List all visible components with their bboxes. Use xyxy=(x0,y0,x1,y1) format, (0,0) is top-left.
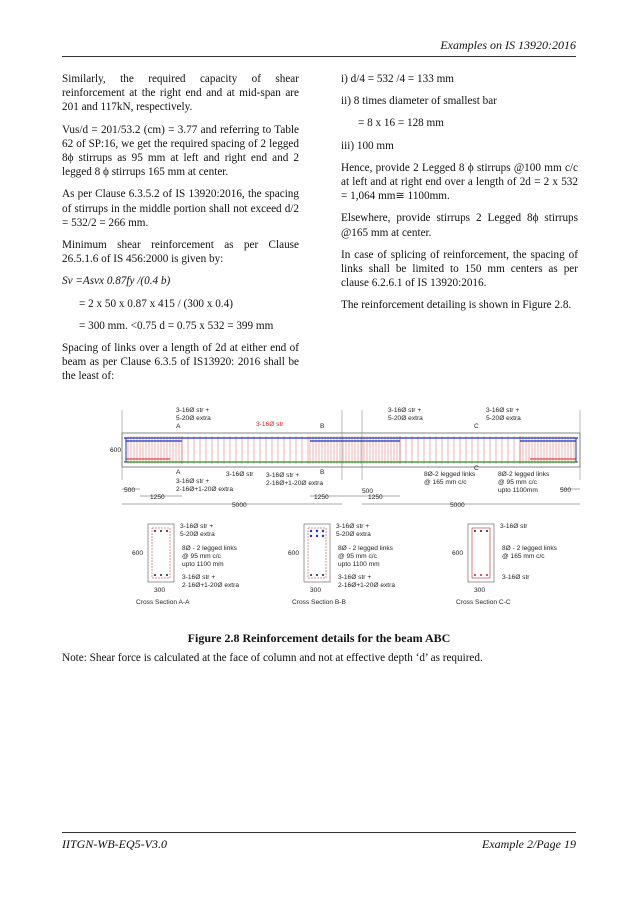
note-text: Note: Shear force is calculated at the face of column and not at effective depth ‘d’ as required. xyxy=(62,652,483,664)
label-bot-left-str: 3-16Ø str xyxy=(226,471,254,478)
cross-section-c xyxy=(452,523,558,606)
right-item-2: ii) 8 times diameter of smallest bar xyxy=(341,95,497,108)
section-b-bot-2: 2-16Ø+1-20Ø extra xyxy=(338,582,395,589)
left-formula-1: Sv =Asvx 0.87fy /(0.4 b) xyxy=(62,275,171,288)
label-top-right-1: 3-16Ø str + xyxy=(486,407,520,414)
label-links-mid-2: @ 165 mm c/c xyxy=(424,479,467,486)
section-a-top-2: 5-20Ø extra xyxy=(180,531,215,538)
section-mark-b-top: B xyxy=(320,423,325,430)
label-dim-1250-a: 1250 xyxy=(150,494,165,501)
section-a-width: 300 xyxy=(154,587,166,594)
footer-doc-id: IITGN-WB-EQ5-V3.0 xyxy=(62,837,167,851)
section-b-links-2: @ 95 mm c/c xyxy=(338,553,377,560)
label-dim-500-left: 500 xyxy=(124,487,136,494)
section-mark-a-bottom: A xyxy=(176,469,181,476)
section-a-stirrup xyxy=(152,528,170,578)
label-top-mid: 3-16Ø str xyxy=(256,421,284,428)
left-formula-3: = 300 mm. <0.75 d = 0.75 x 532 = 399 mm xyxy=(79,319,274,332)
section-a-title: Cross Section A-A xyxy=(136,599,190,606)
stirrup-group xyxy=(128,436,574,464)
section-b-depth: 600 xyxy=(288,550,300,557)
label-dim-500-right: 500 xyxy=(560,487,572,494)
page-footer xyxy=(62,832,576,852)
section-mark-c-top: C xyxy=(474,423,479,430)
section-c-title: Cross Section C-C xyxy=(456,599,511,606)
left-paragraph-1: Similarly, the required capacity of shear reinforcement at the right end and at mid-span are 201 and 117kN, respectively. xyxy=(62,73,299,114)
section-b-title: Cross Section B-B xyxy=(292,599,346,606)
label-bot-left-1: 3-16Ø str + xyxy=(176,478,210,485)
section-b-bot-1: 3-16Ø str + xyxy=(338,574,372,581)
right-item-3: iii) 100 mm xyxy=(341,139,394,152)
right-item-2-value: = 8 x 16 = 128 mm xyxy=(358,117,444,130)
label-top-right-mid-2: 5-20Ø extra xyxy=(388,415,423,422)
left-paragraph-2: Vus/d = 201/53.2 (cm) = 3.77 and referring to Table 62 of SP:16, we get the required spacing of 2 legged 8ϕ stirrups as 95 mm at left and right end and 2 legged 8 ϕ stirrups 165 mm at center. xyxy=(62,123,299,179)
section-b-top-2: 5-20Ø extra xyxy=(336,531,371,538)
label-dim-1250-b: 1250 xyxy=(314,494,329,501)
cross-section-b xyxy=(288,523,395,606)
left-paragraph-4: Minimum shear reinforcement as per Clause 26.5.1.6 of IS 456:2000 is given by: xyxy=(62,239,299,266)
section-mark-a-top: A xyxy=(176,423,181,430)
left-paragraph-5: Spacing of links over a length of 2d at either end of beam as per Clause 6.3.5 of IS13920: 2016 shall be the least of: xyxy=(62,342,299,383)
label-top-left-1: 3-16Ø str + xyxy=(176,407,210,414)
label-links-end-1: 8Ø-2 legged links xyxy=(498,471,550,478)
section-mark-c-bottom: C xyxy=(474,465,479,472)
section-a-links-3: upto 1100 mm xyxy=(182,561,224,568)
label-links-mid-1: 8Ø-2 legged links xyxy=(424,471,476,478)
label-span-1: 5000 xyxy=(232,502,247,509)
label-top-right-2: 5-20Ø extra xyxy=(486,415,521,422)
section-a-bot-1: 3-16Ø str + xyxy=(182,574,216,581)
figure-caption: Figure 2.8 Reinforcement details for the beam ABC xyxy=(187,631,451,645)
section-b-top-1: 3-16Ø str + xyxy=(336,523,370,530)
right-paragraph-1: Hence, provide 2 Legged 8 ϕ stirrups @100 mm c/c at left and at right end over a length of 2d = 2 x 532 = 1,064 mm≅ 1100mm. xyxy=(341,161,578,203)
left-column xyxy=(62,72,299,392)
label-bot-mid-1: 3-16Ø str + xyxy=(266,472,300,479)
footer-page-number: Example 2/Page 19 xyxy=(482,837,576,851)
label-bot-left-2: 2-16Ø+1-20Ø extra xyxy=(176,486,233,493)
section-c-links-1: 8Ø - 2 legged links xyxy=(502,545,557,552)
section-c-links-2: @ 165 mm c/c xyxy=(502,553,545,560)
section-c-width: 300 xyxy=(474,587,486,594)
right-paragraph-3: In case of splicing of reinforcement, the spacing of links shall be limited to 150 mm centers as per clause 6.2.6.1 of IS 13920:2016. xyxy=(341,248,578,290)
right-item-1: i) d/4 = 532 /4 = 133 mm xyxy=(341,73,454,85)
section-a-top-1: 3-16Ø str + xyxy=(180,523,214,530)
label-links-end-2: @ 95 mm c/c xyxy=(498,479,537,486)
section-b-width: 300 xyxy=(310,587,322,594)
label-dim-1250-c: 1250 xyxy=(368,494,383,501)
label-top-right-mid-1: 3-16Ø str + xyxy=(388,407,422,414)
section-a-bot-2: 2-16Ø+1-20Ø extra xyxy=(182,582,239,589)
label-bot-mid-2: 2-16Ø+1-20Ø extra xyxy=(266,480,323,487)
header-title: Examples on IS 13920:2016 xyxy=(440,38,576,52)
label-top-left-2: 5-20Ø extra xyxy=(176,415,211,422)
label-depth: 600 xyxy=(110,447,122,454)
section-b-links-3: upto 1100 mm xyxy=(338,561,380,568)
label-span-2: 5000 xyxy=(450,502,465,509)
page-header xyxy=(62,38,576,57)
section-c-top-1: 3-16Ø str xyxy=(500,523,528,530)
right-column xyxy=(341,72,578,321)
left-formula-2: = 2 x 50 x 0.87 x 415 / (300 x 0.4) xyxy=(79,297,233,310)
cross-section-a xyxy=(132,523,239,606)
left-paragraph-3: As per Clause 6.3.5.2 of IS 13920:2016, the spacing of stirrups in the middle portion shall not exceed d/2 = 532/2 = 266 mm. xyxy=(62,188,299,229)
section-c-depth: 600 xyxy=(452,550,464,557)
section-mark-b-bottom: B xyxy=(320,469,325,476)
section-a-links-1: 8Ø - 2 legged links xyxy=(182,545,237,552)
section-a-links-2: @ 95 mm c/c xyxy=(182,553,221,560)
reinforcement-figure xyxy=(110,400,590,616)
section-a-depth: 600 xyxy=(132,550,144,557)
label-links-end-3: upto 1100mm xyxy=(498,487,538,494)
section-c-stirrup xyxy=(472,528,490,578)
section-c-bot-1: 3-16Ø str xyxy=(502,574,530,581)
right-paragraph-2: Elsewhere, provide stirrups 2 Legged 8ϕ stirrups @165 mm at center. xyxy=(341,212,578,239)
right-paragraph-4: The reinforcement detailing is shown in Figure 2.8. xyxy=(341,299,572,312)
label-dim-500-mid: 500 xyxy=(362,488,374,495)
section-b-links-1: 8Ø - 2 legged links xyxy=(338,545,393,552)
